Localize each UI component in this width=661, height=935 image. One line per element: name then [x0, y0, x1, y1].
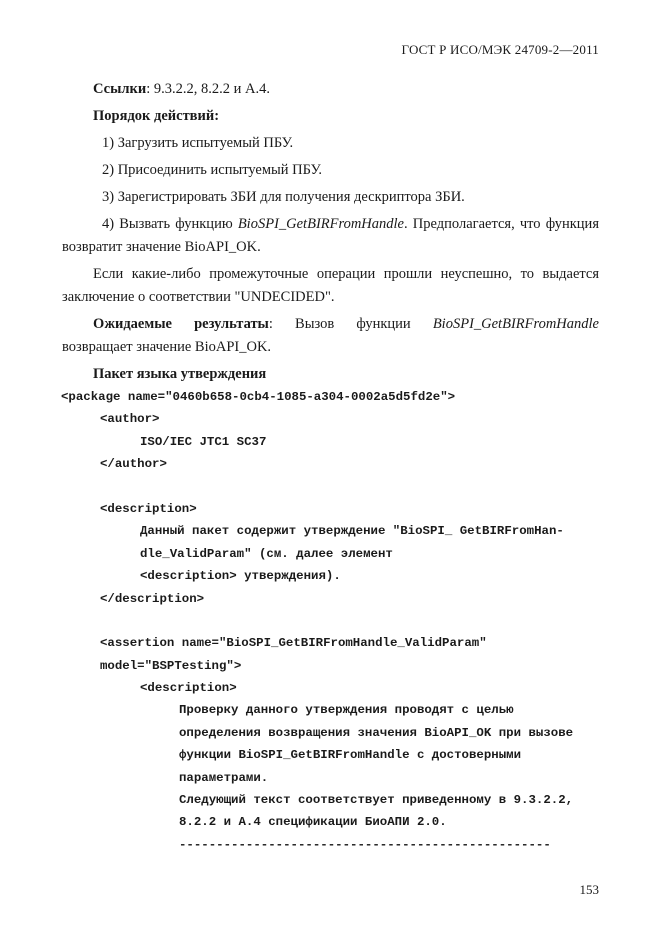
code-line: </author> — [100, 457, 167, 472]
code-line: <assertion name="BioSPI_GetBIRFromHandle_ValidParam" — [100, 636, 487, 651]
references-label: Ссылки — [93, 81, 147, 97]
code-line-blank — [61, 610, 599, 632]
references-text: : 9.3.2.2, 8.2.2 и А.4. — [146, 81, 271, 97]
code-line: <author> — [100, 412, 160, 427]
step-4-function: BioSPI_GetBIRFromHandle — [237, 216, 404, 232]
code-line: определения возвращения значения BioAPI_OK при вызове — [179, 725, 574, 740]
step-4 — [62, 213, 599, 259]
code-listing — [61, 386, 599, 856]
expected-results-function: BioSPI_GetBIRFromHandle — [432, 316, 599, 332]
procedure-heading: Порядок действий: — [93, 108, 220, 124]
code-line: функции BioSPI_GetBIRFromHandle с достоверными — [179, 748, 522, 763]
code-line: ISO/IEC JTC1 SC37 — [140, 434, 267, 449]
code-line: параметрами. — [179, 770, 269, 785]
expected-results-label: Ожидаемые результаты — [93, 316, 269, 332]
expected-results-paragraph — [62, 313, 599, 359]
page-body — [62, 78, 599, 856]
code-line: 8.2.2 и А.4 спецификации БиоАПИ 2.0. — [179, 815, 447, 830]
code-line: model="BSPTesting"> — [100, 658, 242, 673]
page-number: 153 — [579, 882, 599, 897]
code-line-blank — [61, 476, 599, 498]
code-line: </description> — [100, 591, 205, 606]
step-4-before: 4) Вызвать функцию — [102, 216, 238, 232]
step-2: 2) Присоединить испытуемый ПБУ. — [102, 162, 322, 178]
expected-results-after: возвращает значение BioAPI_OK. — [62, 339, 272, 355]
code-line: Следующий текст соответствует приведенному в 9.3.2.2, — [179, 793, 574, 808]
code-line: -------------------------------------------------- — [179, 837, 551, 852]
code-line: <description> утверждения). — [140, 569, 341, 584]
expected-results-before: : Вызов функции — [268, 316, 433, 332]
step-3: 3) Зарегистрировать ЗБИ для получения дескриптора ЗБИ. — [102, 189, 465, 205]
package-heading: Пакет языка утверждения — [93, 366, 267, 382]
code-line: <description> — [100, 501, 197, 516]
code-line: Данный пакет содержит утверждение "BioSPI_ GetBIRFromHan- — [140, 524, 564, 539]
step-4-after: . Предполагается, что функция возвратит значение BioAPI_OK. — [62, 216, 599, 255]
code-line: Проверку данного утверждения проводят с целью — [179, 703, 514, 718]
code-line: <description> — [140, 681, 237, 696]
undecided-paragraph: Если какие-либо промежуточные операции прошли неуспешно, то выдается заключение о соответствии "UNDECIDED". — [62, 266, 599, 305]
standard-header: ГОСТ Р ИСО/МЭК 24709-2—2011 — [401, 42, 599, 57]
code-line: dle_ValidParam" (см. далее элемент — [140, 546, 393, 561]
references-paragraph — [62, 78, 599, 101]
code-line: <package name="0460b658-0cb4-1085-a304-0002a5d5fd2e"> — [61, 390, 456, 404]
step-1: 1) Загрузить испытуемый ПБУ. — [102, 135, 294, 151]
